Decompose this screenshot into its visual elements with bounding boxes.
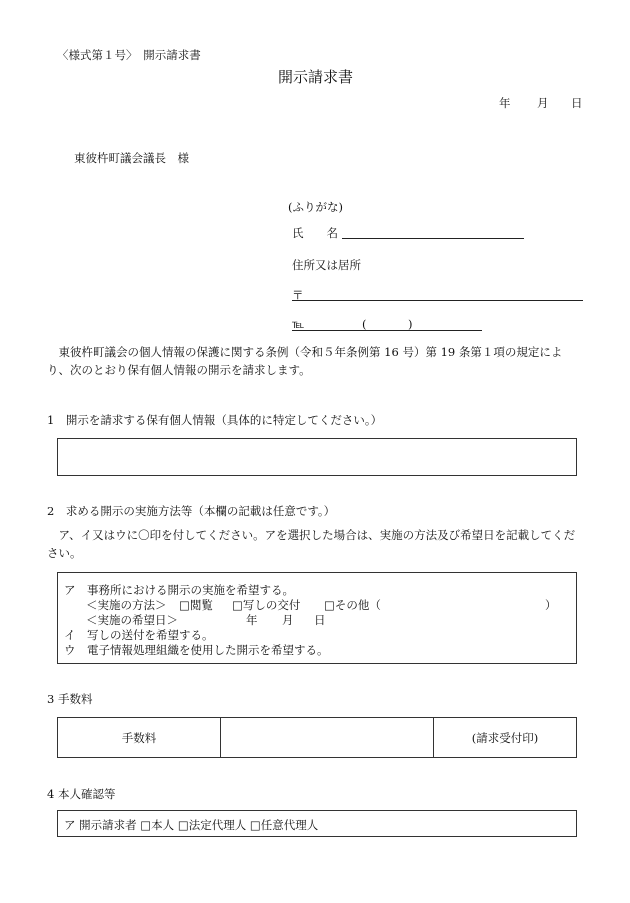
fee-table <box>57 717 577 758</box>
tel-label: ℡ <box>292 317 305 331</box>
section1-title: 1 開示を請求する保有個人情報（具体的に特定してください。） <box>47 413 383 427</box>
desired-date-month: 月 <box>282 613 294 627</box>
fee-label-cell <box>58 718 221 757</box>
date-day-label: 日 <box>571 96 583 110</box>
section4-title: 4 本人確認等 <box>47 787 116 801</box>
stamp-label: (請求受付印) <box>471 730 539 745</box>
desired-date-day: 日 <box>314 613 326 627</box>
identity-box <box>57 810 577 837</box>
form-label: 〈様式第１号〉 開示請求書 <box>57 48 201 62</box>
date-month-label: 月 <box>537 96 549 110</box>
method-option-copy[interactable]: □写しの交付 <box>232 598 301 612</box>
method-other-close: ） <box>545 598 557 612</box>
date-year-label: 年 <box>499 96 511 110</box>
desired-date-year: 年 <box>246 613 258 627</box>
method-option-view[interactable]: □閲覧 <box>179 598 213 612</box>
method-option-other[interactable]: □その他（ <box>324 598 381 612</box>
option-b[interactable]: イ 写しの送付を希望する。 <box>64 628 214 642</box>
page-title: 開示請求書 <box>278 68 354 86</box>
requested-info-field[interactable] <box>57 438 577 476</box>
tel-field[interactable] <box>292 330 482 331</box>
stamp-cell <box>434 718 576 757</box>
tel-paren-close: ) <box>408 317 413 331</box>
address-field[interactable] <box>292 300 583 301</box>
identity-options[interactable]: ア 開示請求者 □本人 □法定代理人 □任意代理人 <box>64 818 319 832</box>
addressee: 東彼杵町議会議長 様 <box>74 151 189 165</box>
intro-paragraph: 東彼杵町議会の個人情報の保護に関する条例（令和５年条例第 16 号）第 19 条第１項の規定により、次のとおり保有個人情報の開示を請求します。 <box>47 345 563 377</box>
section2-title: 2 求める開示の実施方法等（本欄の記載は任意です。） <box>47 504 336 518</box>
postal-mark: 〒 <box>292 288 304 302</box>
name-field[interactable] <box>342 238 524 239</box>
name-label: 氏 名 <box>292 226 338 240</box>
option-c[interactable]: ウ 電子情報処理組織を使用した開示を希望する。 <box>64 643 329 657</box>
fee-value-cell[interactable] <box>221 718 434 757</box>
fee-label: 手数料 <box>121 730 157 745</box>
disclosure-method-box <box>57 572 577 664</box>
date-label: ＜実施の希望日＞ <box>86 613 178 627</box>
tel-paren-open: ( <box>362 317 367 331</box>
furigana-label: (ふりがな) <box>288 200 343 214</box>
section3-title: 3 手数料 <box>47 692 93 706</box>
method-label: ＜実施の方法＞ <box>86 598 167 612</box>
option-a[interactable]: ア 事務所における開示の実施を希望する。 <box>64 583 294 597</box>
address-label: 住所又は居所 <box>292 258 361 272</box>
section2-note: ア、イ又はウに〇印を付してください。アを選択した場合は、実施の方法及び希望日を記載してください。 <box>47 528 576 560</box>
